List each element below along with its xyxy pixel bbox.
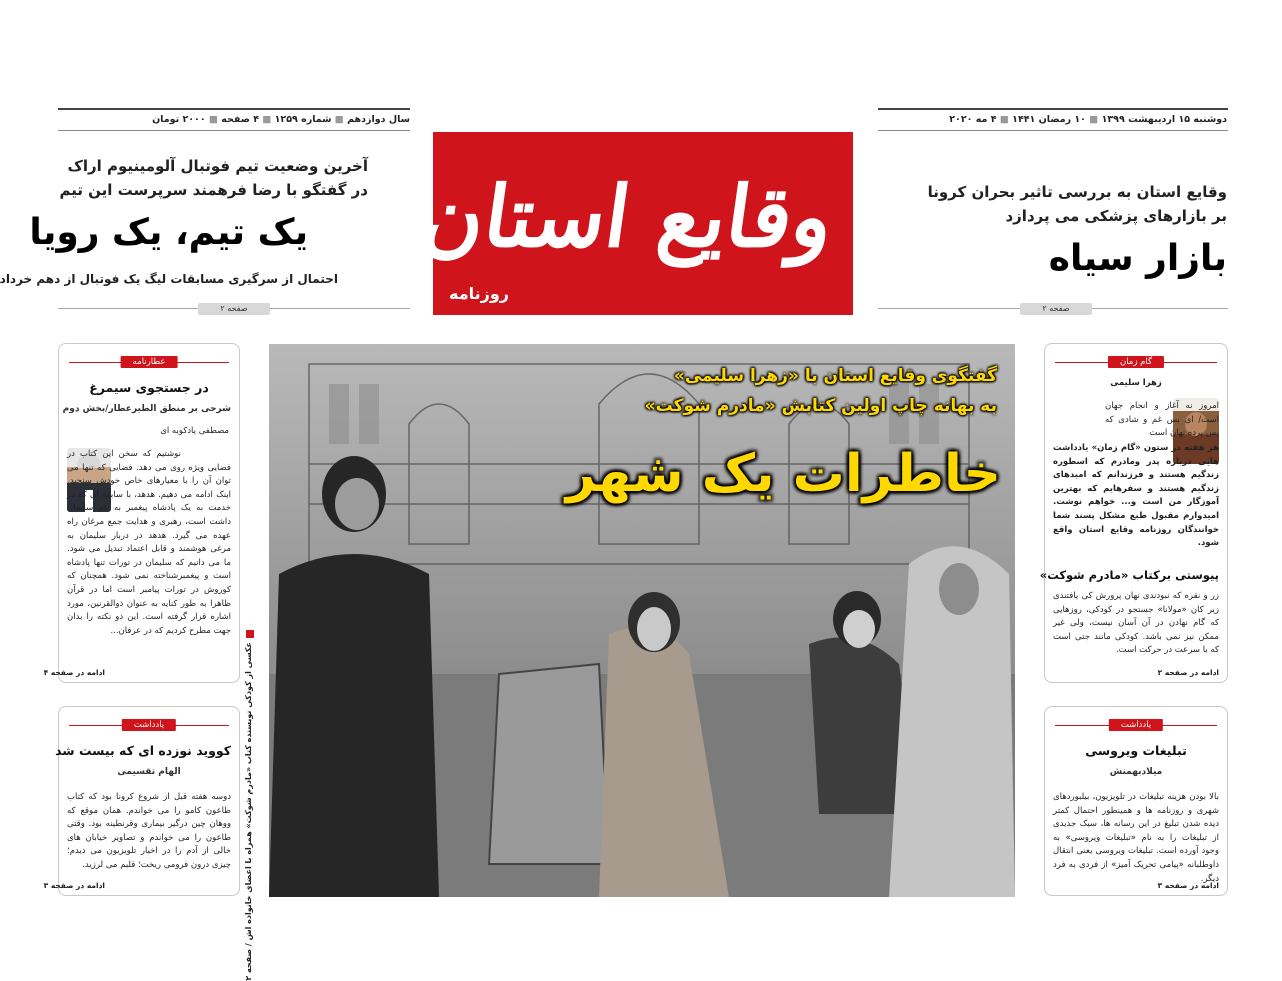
feature-kicker-1: گفتگوی وقایع استان با «زهرا سلیمی»: [673, 366, 997, 386]
top-left-lead[interactable]: آخرین وضعیت تیم فوتبال آلومینیوم اراک در گفتگو با رضا فرهمند سرپرست این تیم: [59, 157, 368, 199]
box-body: [67, 448, 231, 672]
header-thin-rule-left: [58, 130, 410, 131]
page-count: ۴ صفحه: [221, 114, 260, 125]
box-author: میلادبهمنش: [1109, 767, 1163, 777]
box-tag: گام زمان: [1108, 356, 1164, 368]
box-title[interactable]: پیوستی برکتاب «مادرم شوکت»: [1039, 568, 1219, 582]
box-body: هر هفته در ستون «گام زمان» یادداشت هایی درباره پدر ومادرم که اسطوره زندگیم هستند و فرزندانم که امیدهای زندگیم هستند و سفرهایم که بهترین آموزگار من است و... خواهم نوشت. امیدوارم مقبول طبع مشکل پسند شما خوانندگان روزنامه وقایع استان واقع شود.: [1053, 443, 1219, 549]
top-right-headline[interactable]: بازار سیاه: [1048, 238, 1227, 279]
note-box-right: [1044, 706, 1228, 896]
masthead-logo: وقایع استان: [416, 167, 841, 266]
feature-headline[interactable]: خاطرات یک شهر: [565, 444, 1001, 504]
box-tag: عطارنامه: [121, 356, 178, 368]
box-body: بالا بودن هزینه تبلیغات در تلویزیون، بیلبوردهای شهری و روزنامه ها و همینطور احتمال کمتر دیده شدن تبلیغ در این رسانه ها، سبک جدیدی از تبلیغات را به نام «تبلیغات ویروسی» به وجود آورده است. تبلیغات ویروسی یعنی انتقال داوطلبانه «پیامی تحریک آمیز» از فردی به فرد دیگر.: [1053, 792, 1219, 884]
box-poem: امروز نه آغاز و انجام جهان است/ ای بس غم و شادی که پس پرده نهان است: [1105, 401, 1219, 439]
feature-kicker-2: به بهانه چاپ اولین کتابش «مادرم شوکت»: [644, 396, 997, 416]
continued-link[interactable]: ادامه در صفحه ۳: [1157, 881, 1219, 890]
continued-link[interactable]: ادامه در صفحه ۲: [1157, 668, 1219, 677]
gregorian-date: ۴ مه ۲۰۲۰: [949, 114, 997, 125]
masthead-subtitle: روزنامه: [449, 284, 509, 303]
box-author: مصطفی یادکوبه ای: [160, 426, 229, 436]
box-author: زهرا سلیمی: [1110, 378, 1162, 388]
feature-photo[interactable]: [269, 344, 1015, 897]
issue-info-left: سال دوازدهم ■ شماره ۱۲۵۹ ■ ۴ صفحه ■ ۲۰۰۰ تومان: [152, 114, 410, 125]
family-photo-illustration: [269, 344, 1015, 897]
issue-year: سال دوازدهم: [347, 114, 410, 125]
attar-nameh-box: [43, 343, 240, 683]
issue-price: ۲۰۰۰ تومان: [152, 114, 206, 125]
top-right-lead[interactable]: وقایع استان به بررسی تاثیر بحران کرونا بر بازارهای پزشکی می پردازد: [927, 183, 1227, 225]
note-box-left: [43, 706, 240, 896]
photo-caption-text: عکسی از کودکی نویسنده کتاب «مادرم شوکت» همراه با اعضای خانواده اش / صفحه ۲: [244, 642, 253, 981]
box-subtitle: شرحی بر منطق الطیرعطار/بخش دوم: [62, 404, 231, 414]
gam-zaman-box: [1039, 343, 1228, 683]
issue-date-right: دوشنبه ۱۵ اردیبهشت ۱۳۹۹ ■ ۱۰ رمضان ۱۴۴۱ ■ ۴ مه ۲۰۲۰: [949, 114, 1227, 125]
photo-caption: [240, 630, 262, 981]
top-right-page-tag[interactable]: صفحه ۲: [1020, 303, 1092, 315]
box-tag: یادداشت: [122, 719, 176, 731]
box-title[interactable]: تبلیغات ویروسی: [1085, 743, 1187, 758]
box-title[interactable]: کووید نوزده ای که بیست شد: [55, 743, 231, 758]
box-tag: یادداشت: [1109, 719, 1163, 731]
box-body-2: زر و نقره که نبودندی نهان پرورش کی یافتندی زیر کان «مولانا» جستجو در کودکی، روزهایی که گام نهادن در آن آسان نیست، ولی غیر ممکن نیز نمی باشد. کودکی مانند جتی است که با سرعت در حرکت است.: [1053, 591, 1219, 656]
box-author: الهام تقسیمی: [117, 767, 181, 777]
continued-link[interactable]: ادامه در صفحه ۳: [43, 881, 105, 890]
issue-number: شماره ۱۲۵۹: [274, 114, 332, 125]
header-rule-right: [878, 108, 1228, 110]
continued-link[interactable]: ادامه در صفحه ۴: [43, 668, 105, 677]
hijri-date: ۱۰ رمضان ۱۴۴۱: [1012, 114, 1086, 125]
box-body-text: نوشتیم که سخن این کتاب در فضایی ویژه روی می دهد. فضایی که تنها می توان آن را با معیارهای خاص خودش سنجید. اینک ادامه می دهیم. هدهد، با سابقه ای که در خدمت به یک پادشاه پیغمبر به نام سلیمان داشت است، رهبری و هدایت جمع مرغان راه عهده می گیرد. هدهد در دربار سلیمان به مرغی هوشمند و قابل اعتماد تبدیل می شود. ما می دانیم که سلیمان در تورات تنها پادشاه است و پیغمبرشناخته نمی شود. همچنان که کوروش در تورات پیامبر است اما در قرآن ظاهرا به طور کنایه به عنوان ذوالقرنین، مورد اشاره قرار گرفته است. این دو نکته را بدان جهت مطرح کردیم که در عرفان...: [67, 449, 231, 636]
top-left-headline[interactable]: یک تیم، یک رویا: [29, 212, 308, 253]
header-thin-rule-right: [878, 130, 1228, 131]
top-left-page-tag[interactable]: صفحه ۲: [198, 303, 270, 315]
shamsi-date: دوشنبه ۱۵ اردیبهشت ۱۳۹۹: [1101, 114, 1227, 125]
box-title[interactable]: در جستجوی سیمرغ: [89, 380, 209, 395]
header-rule-left: [58, 108, 410, 110]
box-body: دوسه هفته قبل از شروع کرونا بود که کتاب طاعون کامو را می خواندم. همان موقع که ووهان چین درگیر بیماری وقرنطینه بود. وقتی طاعون را می خواندم و تصاویر خیابان های خالی از آدم را در اخبار تلویزیون می دیدم؛ چیزی درون فرومی ریخت؛ قلبم می لرزید.: [67, 792, 231, 870]
masthead: [416, 132, 853, 315]
top-left-subhead[interactable]: احتمال از سرگیری مسابقات لیگ یک فوتبال از دهم خرداد: [0, 272, 338, 286]
caption-marker: [246, 630, 254, 638]
